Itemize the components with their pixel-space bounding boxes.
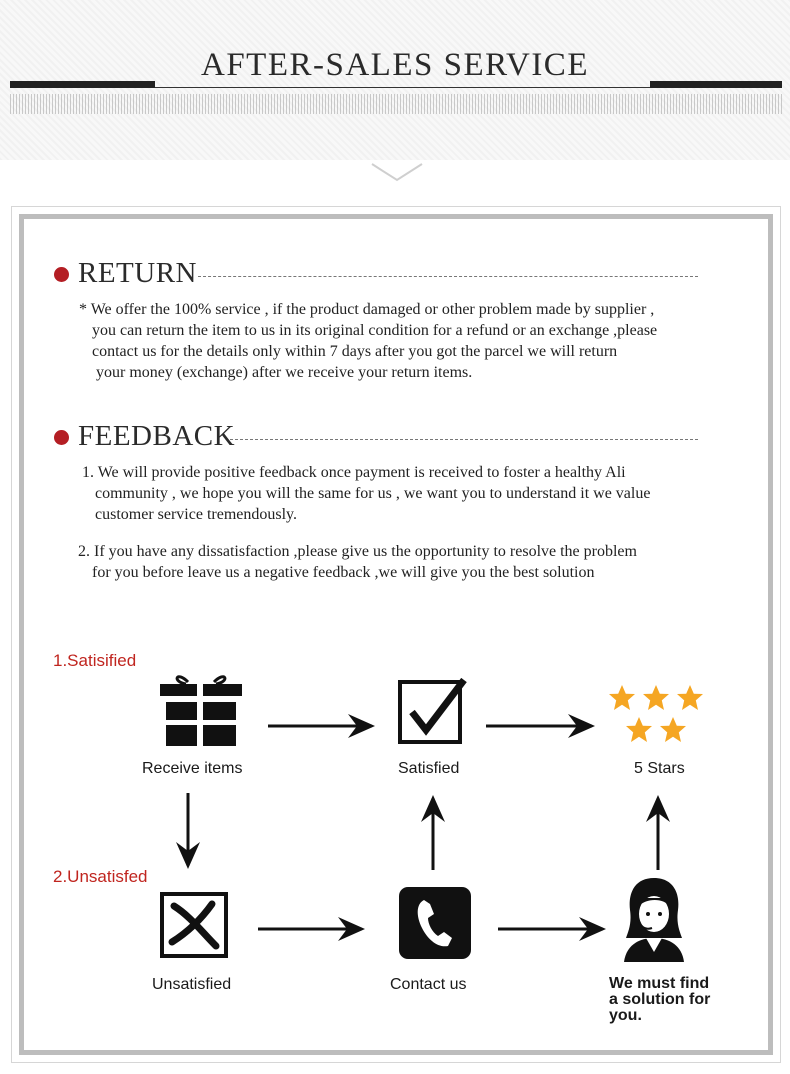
feedback-title: FEEDBACK <box>78 420 236 452</box>
return-line-1: * We offer the 100% service , if the product damaged or other problem made by supplier , <box>79 301 655 318</box>
return-title: RETURN <box>78 257 197 289</box>
return-line-2: you can return the item to us in its original condition for a refund or an exchange ,please <box>92 322 658 339</box>
satisfied-label: Satisfied <box>398 760 460 777</box>
solution-line-3: you. <box>609 1007 642 1024</box>
stage-satisfied-label: 1.Satisified <box>53 651 137 670</box>
stage-unsatisfied-label: 2.Unsatisfed <box>53 867 148 886</box>
page-title: AFTER-SALES SERVICE <box>201 47 589 83</box>
feedback-item1-line-3: customer service tremendously. <box>95 506 298 523</box>
solution-line-1: We must find <box>609 975 710 992</box>
feedback-item2-line-1: 2. If you have any dissatisfaction ,please give us the opportunity to resolve the problem <box>78 543 637 560</box>
return-line-4: your money (exchange) after we receive your return items. <box>96 364 473 381</box>
solution-line-2: a solution for <box>609 991 711 1008</box>
five-stars-label: 5 Stars <box>634 760 685 777</box>
receive-items-label: Receive items <box>142 760 243 777</box>
feedback-item1-line-1: 1. We will provide positive feedback once payment is received to foster a healthy Ali <box>82 464 626 481</box>
unsatisfied-label: Unsatisfied <box>152 976 232 993</box>
contact-us-label: Contact us <box>390 976 467 993</box>
feedback-item1-line-2: community , we hope you will the same for us , we want you to understand it we value <box>95 485 651 502</box>
return-line-3: contact us for the details only within 7 days after you got the parcel we will return <box>92 343 618 360</box>
feedback-item2-line-2: for you before leave us a negative feedback ,we will give you the best solution <box>92 564 595 581</box>
